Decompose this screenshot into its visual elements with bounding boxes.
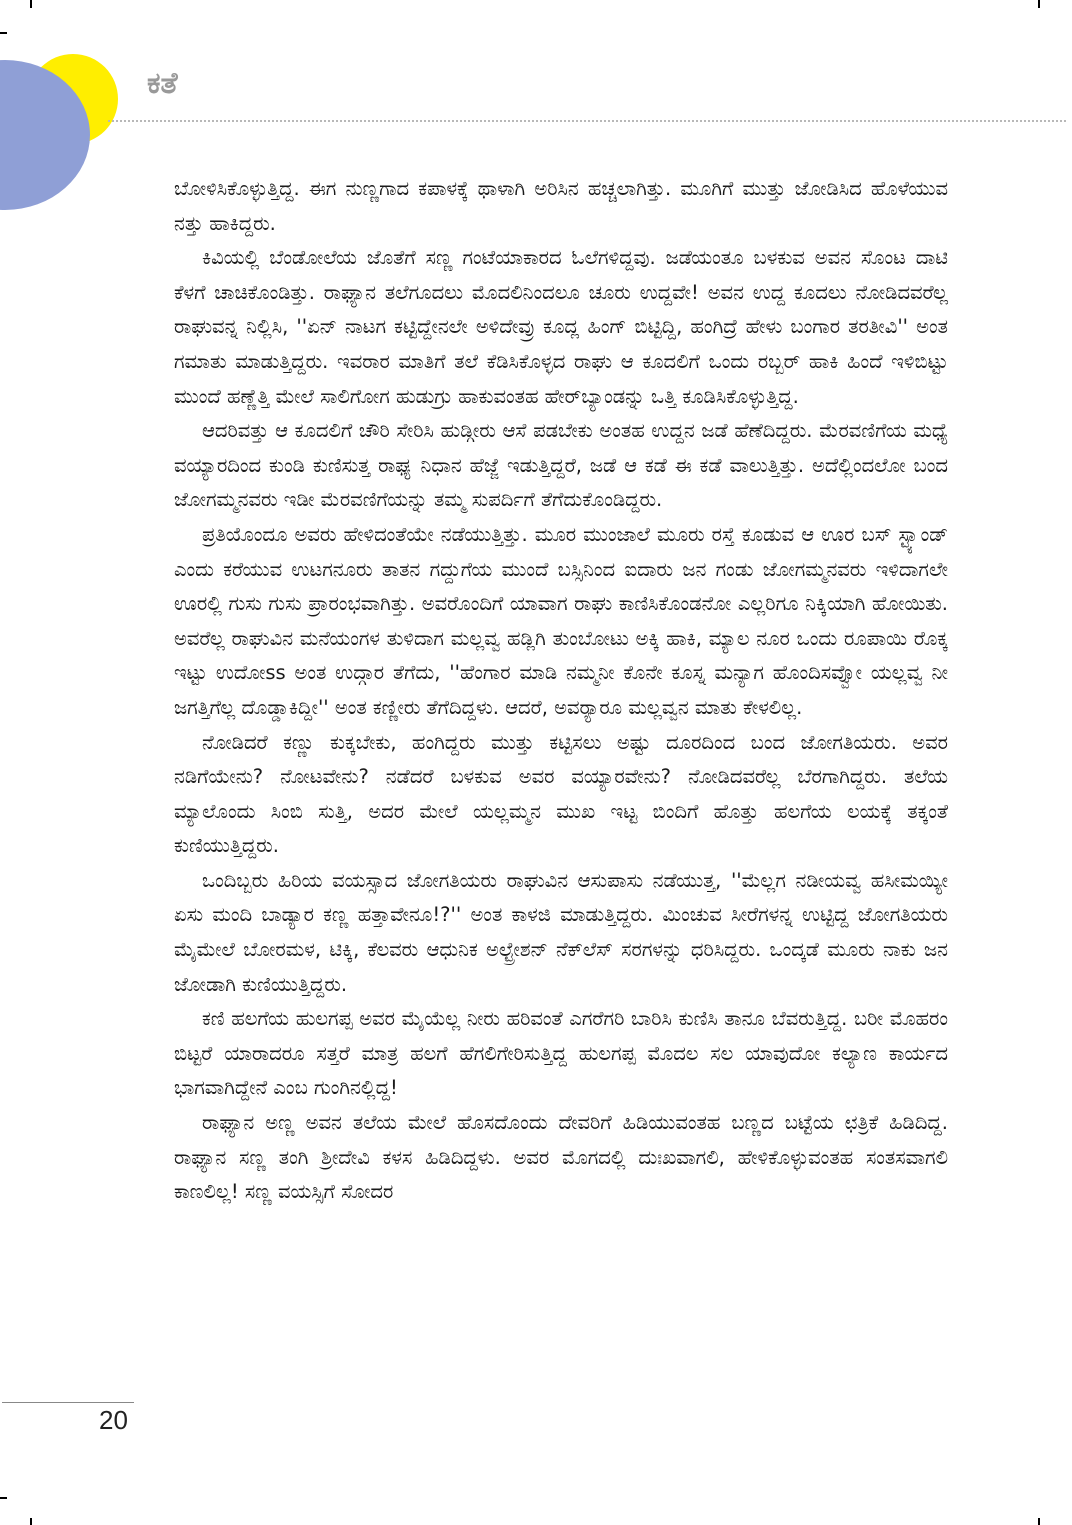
paragraph: ಬೋಳಿಸಿಕೊಳ್ಳುತ್ತಿದ್ದ. ಈಗ ನುಣ್ಣಗಾದ ಕಪಾಳಕ್ಕೆ ಥಾಳಾಗಿ ಅರಿಸಿನ ಹಚ್ಚಲಾಗಿತ್ತು. ಮೂಗಿಗೆ ಮುತ್ತು ಜೋಡಿಸಿದ ಹೊಳೆಯುವ ನತ್ತು ಹಾಕಿದ್ದರು. (174, 177, 948, 235)
crop-mark-bottom-right (1038, 1518, 1040, 1525)
footer-divider (2, 1402, 134, 1403)
paragraph: ಆದರಿವತ್ತು ಆ ಕೂದಲಿಗೆ ಚೌರಿ ಸೇರಿಸಿ ಹುಡ್ಗೀರು ಆಸೆ ಪಡಬೇಕು ಅಂತಹ ಉದ್ದನ ಜಡೆ ಹೆಣೆದಿದ್ದರು. ಮೆರವಣಿಗೆಯ ಮಧ್ಯೆ ವಯ್ಯಾರದಿಂದ ಕುಂಡಿ ಕುಣಿಸುತ್ತ ರಾಘ್ಯ ನಿಧಾನ ಹೆಜ್ಜೆ ಇಡುತ್ತಿದ್ದರೆ, ಜಡೆ ಆ ಕಡೆ ಈ ಕಡೆ ವಾಲುತ್ತಿತ್ತು. ಅದೆಲ್ಲಿಂದಲೋ ಬಂದ ಜೋಗಮ್ಮನವರು ಇಡೀ ಮೆರವಣಿಗೆಯನ್ನು ತಮ್ಮ ಸುಪರ್ದಿಗೆ ತೆಗೆದುಕೊಂಡಿದ್ದರು. (174, 419, 948, 512)
page-number: 20 (99, 1405, 128, 1435)
crop-mark-top-right (1038, 0, 1040, 8)
crop-mark-left-lower (0, 1497, 7, 1499)
crop-mark-top-left (30, 0, 32, 8)
paragraph: ನೋಡಿದರೆ ಕಣ್ಣು ಕುಕ್ಕಬೇಕು, ಹಂಗಿದ್ದರು ಮುತ್ತು ಕಟ್ಟಿಸಲು ಅಷ್ಟು ದೂರದಿಂದ ಬಂದ ಜೋಗತಿಯರು. ಅವರ ನಡಿಗೆಯೇನು? ನೋಟವೇನು? ನಡೆದರೆ ಬಳಕುವ ಅವರ ವಯ್ಯಾರವೇನು? ನೋಡಿದವರೆಲ್ಲ ಬೆರಗಾಗಿದ್ದರು. ತಲೆಯ ಮ್ಯಾಲೊಂದು ಸಿಂಬಿ ಸುತ್ತಿ, ಅದರ ಮೇಲೆ ಯಲ್ಲಮ್ಮನ ಮುಖ ಇಟ್ಟ ಬಿಂದಿಗೆ ಹೊತ್ತು ಹಲಗೆಯ ಲಯಕ್ಕೆ ತಕ್ಕಂತೆ ಕುಣಿಯುತ್ತಿದ್ದರು. (174, 730, 948, 858)
paragraph: ಕಿವಿಯಲ್ಲಿ ಬೆಂಡೋಲೆಯ ಜೊತೆಗೆ ಸಣ್ಣ ಗಂಟೆಯಾಕಾರದ ಓಲೆಗಳಿದ್ದವು. ಜಡೆಯಂತೂ ಬಳಕುವ ಅವನ ಸೊಂಟ ದಾಟಿ ಕೆಳಗೆ ಚಾಚಿಕೊಂಡಿತ್ತು. ರಾಘ್ಯಾನ ತಲೆಗೂದಲು ಮೊದಲಿನಿಂದಲೂ ಚೂರು ಉದ್ದವೇ! ಅವನ ಉದ್ದ ಕೂದಲು ನೋಡಿದವರೆಲ್ಲ ರಾಘುವನ್ನ ನಿಲ್ಲಿಸಿ, ''ಏನ್ ನಾಟಗ ಕಟ್ಟಿದ್ದೇನಲೇ ಅಳಿದೇವ್ರು ಕೂದ್ಲ ಹಿಂಗ್ ಬಿಟ್ಟಿದ್ದಿ, ಹಂಗಿದ್ರೆ ಹೇಳು ಬಂಗಾರ ತರತೀವಿ'' ಅಂತ ಗಮಾತು ಮಾಡುತ್ತಿದ್ದರು. ಇವರಾರ ಮಾತಿಗೆ ತಲೆ ಕೆಡಿಸಿಕೊಳ್ಳದ ರಾಘು ಆ ಕೂದಲಿಗೆ ಒಂದು ರಬ್ಬರ್ ಹಾಕಿ ಹಿಂದೆ ಇಳಿಬಿಟ್ಟು ಮುಂದೆ ಹಣ್ಣೆತ್ತಿ ಮೇಲೆ ಸಾಲಿಗೋಗ ಹುಡುಗ್ರು ಹಾಕುವಂತಹ ಹೇರ್‌ಬ್ಯಾಂಡನ್ನು ಒತ್ತಿ ಕೂಡಿಸಿಕೊಳ್ಳುತ್ತಿದ್ದ. (174, 246, 948, 408)
paragraph: ಕಣಿ ಹಲಗೆಯ ಹುಲಗಪ್ಪ ಅವರ ಮೈಯೆಲ್ಲ ನೀರು ಹರಿವಂತೆ ಎಗರೆಗರಿ ಬಾರಿಸಿ ಕುಣಿಸಿ ತಾನೂ ಬೆವರುತ್ತಿದ್ದ. ಬರೀ ಮೊಹರಂ ಬಿಟ್ಟರೆ ಯಾರಾದರೂ ಸತ್ತರೆ ಮಾತ್ರ ಹಲಗೆ ಹೆಗಲಿಗೇರಿಸುತ್ತಿದ್ದ ಹುಲಗಪ್ಪ ಮೊದಲ ಸಲ ಯಾವುದೋ ಕಲ್ಯಾಣ ಕಾರ್ಯದ ಭಾಗವಾಗಿದ್ದೇನೆ ಎಂಬ ಗುಂಗಿನಲ್ಲಿದ್ದ! (174, 1007, 948, 1100)
section-title: ಕತೆ (147, 66, 178, 101)
header-dotted-divider (108, 120, 1066, 122)
crop-mark-bottom-left (30, 1518, 32, 1525)
story-body (174, 172, 948, 1210)
paragraph: ಪ್ರತಿಯೊಂದೂ ಅವರು ಹೇಳಿದಂತೆಯೇ ನಡೆಯುತ್ತಿತ್ತು. ಮೂರ ಮುಂಜಾಲೆ ಮೂರು ರಸ್ತೆ ಕೂಡುವ ಆ ಊರ ಬಸ್ ಸ್ಟ್ಯಾಂಡ್ ಎಂದು ಕರೆಯುವ ಉಟಗನೂರು ತಾತನ ಗದ್ದುಗೆಯ ಮುಂದೆ ಬಸ್ಸಿನಿಂದ ಐದಾರು ಜನ ಗಂಡು ಜೋಗಮ್ಮನವರು ಇಳಿದಾಗಲೇ ಊರಲ್ಲಿ ಗುಸು ಗುಸು ಪ್ರಾರಂಭವಾಗಿತ್ತು. ಅವರೊಂದಿಗೆ ಯಾವಾಗ ರಾಘು ಕಾಣಿಸಿಕೊಂಡನೋ ಎಲ್ಲರಿಗೂ ನಿಕ್ಕಿಯಾಗಿ ಹೋಯಿತು. ಅವರೆಲ್ಲ ರಾಘುವಿನ ಮನೆಯಂಗಳ ತುಳಿದಾಗ ಮಲ್ಲವ್ವ ಹಡ್ಲಿಗಿ ತುಂಬೋಟು ಅಕ್ಕಿ ಹಾಕಿ, ಮ್ಯಾಲ ನೂರ ಒಂದು ರೂಪಾಯಿ ರೊಕ್ಕ ಇಟ್ಟು ಉದೋss ಅಂತ ಉದ್ಗಾರ ತೆಗೆದು, ''ಹೆಂಗಾರ ಮಾಡಿ ನಮ್ಮನೀ ಕೊನೇ ಕೂಸ್ನ ಮನ್ಯಾಗ ಹೊಂದಿಸವ್ವೋ ಯಲ್ಲವ್ವ ನೀ ಜಗತ್ತಿಗೆಲ್ಲ ದೊಡ್ಡಾಕಿದ್ದೀ'' ಅಂತ ಕಣ್ಣೀರು ತೆಗೆದಿದ್ದಳು. ಆದರೆ, ಅವರ್‍ಯಾರೂ ಮಲ್ಲವ್ವನ ಮಾತು ಕೇಳಲಿಲ್ಲ. (174, 522, 948, 719)
paragraph: ಒಂದಿಬ್ಬರು ಹಿರಿಯ ವಯಸ್ಸಾದ ಜೋಗತಿಯರು ರಾಘುವಿನ ಆಸುಪಾಸು ನಡೆಯುತ್ತ, ''ಮೆಲ್ಲಗ ನಡೀಯವ್ವ ಹಸೀಮಯ್ಯೀ ಏಸು ಮಂದಿ ಬಾಡ್ಯಾರ ಕಣ್ಣ ಹತ್ತಾವೇನೂ!?'' ಅಂತ ಕಾಳಜಿ ಮಾಡುತ್ತಿದ್ದರು. ಮಿಂಚುವ ಸೀರೆಗಳನ್ನ ಉಟ್ಟಿದ್ದ ಜೋಗತಿಯರು ಮೈಮೇಲೆ ಬೋರಮಳ, ಟಿಕ್ಕಿ, ಕೆಲವರು ಆಧುನಿಕ ಅಲ್ಟ್ರೇಶನ್ ನೆಕ್‌ಲೆಸ್ ಸರಗಳನ್ನು ಧರಿಸಿದ್ದರು. ಒಂದ್ಕಡೆ ಮೂರು ನಾಕು ಜನ ಜೋಡಾಗಿ ಕುಣಿಯುತ್ತಿದ್ದರು. (174, 868, 948, 996)
crop-mark-left-upper (0, 32, 7, 34)
paragraph: ರಾಘ್ಯಾನ ಅಣ್ಣ ಅವನ ತಲೆಯ ಮೇಲೆ ಹೊಸದೊಂದು ದೇವರಿಗೆ ಹಿಡಿಯುವಂತಹ ಬಣ್ಣದ ಬಟ್ಟೆಯ ಛತ್ರಿಕೆ ಹಿಡಿದಿದ್ದ. ರಾಘ್ಯಾನ ಸಣ್ಣ ತಂಗಿ ಶ್ರೀದೇವಿ ಕಳಸ ಹಿಡಿದಿದ್ದಳು. ಅವರ ಮೊಗದಲ್ಲಿ ದುಃಖವಾಗಲಿ, ಹೇಳಿಕೊಳ್ಳುವಂತಹ ಸಂತಸವಾಗಲಿ ಕಾಣಲಿಲ್ಲ! ಸಣ್ಣ ವಯಸ್ಸಿಗೆ ಸೋದರ (174, 1111, 948, 1204)
